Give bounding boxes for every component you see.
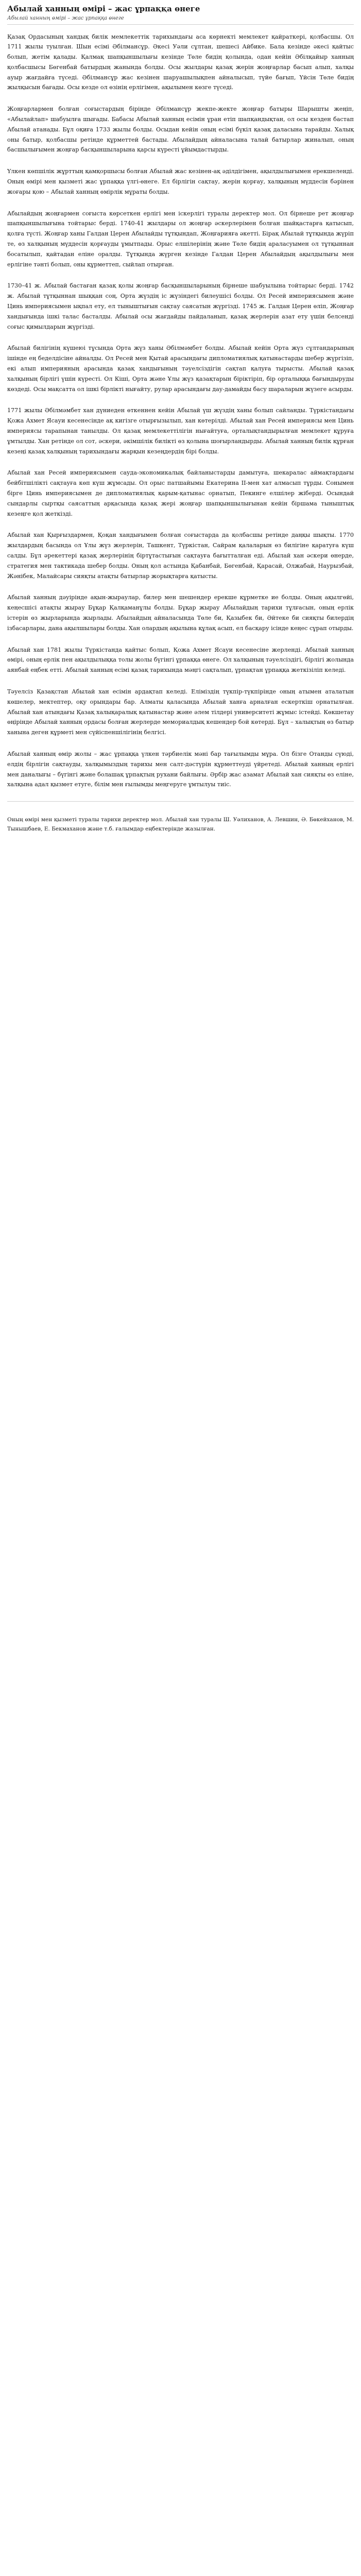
article-paragraph: Абылай ханның өмір жолы – жас ұрпаққа үлкен тәрбиелік мәні бар тағылымды мұра. Ол бізге Отанды сүюді, елдің бірлігін сақтауды, халқымыздың тарихы мен салт-дәстүрін құрметтеуді үйретеді. Абылай ханның ерлігі мен даналығы – бүгінгі және болашақ ұрпақтың рухани байлығы. Әрбір жас азамат Абылай хан сияқты өз еліне, халқына адал қызмет етуге, білім мен ғылымды меңгеруге ұмтылуы тиіс. — [7, 750, 354, 788]
article-paragraph: Үлкен көпшілік жұрттың қамқоршысы болған Абылай жас кезінен-ақ әділдігімен, ақылдылығымен ерекшеленді. Оның өмірі мен қызметі жас ұрпаққа үлгі-өнеге. Ел бірлігін сақтау, жерін қорғау, халқының мүддесін бәрінен жоғары қою – Абылай ханның өмірлік мұраты болды. — [7, 168, 354, 195]
article-page — [0, 0, 361, 846]
article-paragraph: Абылай ханның дәуірінде ақын-жыраулар, билер мен шешендер ерекше құрметке ие болды. Оның ақылгөйі, кеңесшісі атақты жырау Бұқар Қалқаманұлы болды. Бұқар жырау Абылайдың тарихи тұлғасын, оның ерлік істерін өз жырларында жырлады. Абылайдың айналасында Төле би, Қазыбек би, Әйтеке би сияқты билердің ізбасарлары, дана ақылшылары болды. Хан олардың ақылына құлақ асып, ел басқару ісінде кеңес сұрап отырды. — [7, 594, 354, 632]
article-title: Абылай ханның өмірі – жас ұрпаққа өнеге — [7, 4, 200, 13]
article-paragraph: Абылай хан Қырғыздармен, Қоқан хандығымен болған соғыстарда да қолбасшы ретінде даңқы шықты. 1770 жылдардың басында ол Ұлы жүз жерлерін, Ташкент, Түркістан, Сайрам қалаларын өз билігіне қаратуға күш салды. Бұл әрекеттері қазақ жерлерінің біртұтастығын сақтауға бағытталған еді. Абылай хан әскери өнерде, стратегия мен тактикада шебер болды. Оның қол астында Қабанбай, Бөгенбай, Қарасай, Олжабай, Наурызбай, Жәнібек, Малайсары сияқты атақты батырлар жорықтарға қатысты. — [7, 532, 354, 580]
article-paragraph: Жоңғарлармен болған соғыстардың бірінде Әбілмансұр жекпе-жекте жоңғар батыры Шарышты жеңіп, «Абылайлап» шабуылға шығады. Бабасы Абылай ханның есімін ұран етіп шапқандықтан, ол осы кезден бастап Абылай атанады. Бұл оқиға 1733 жылы болды. Осыдан кейін оның есімі бүкіл қазақ даласына тарайды. Халық оны батыр, қолбасшы ретінде құрметтей бастады. Абылайдың айналасына талай батырлар жиналып, оның басшылығымен жоңғар басқыншыларына қарсы күресті ұйымдастырды. — [7, 106, 354, 154]
article-paragraph: 1771 жылы Әбілмәмбет хан дүниеден өткеннен кейін Абылай үш жүздің ханы болып сайланды. Түркістандағы Қожа Ахмет Ясауи кесенесінде ақ кигізге отырғызылып, хан көтерілді. Абылай хан Ресей империясы мен Цинь империясы тарапынан танылды. Ол қазақ мемлекеттілігін нығайтуға, орталықтандырылған мемлекет құруға ұмтылды. Хан ретінде ол сот, әскери, әкімшілік билікті өз қолына шоғырландырды. Абылай ханның билік құрған кезеңі қазақ халқының тарихындағы жарқын кезеңдердің бірі болды. — [7, 407, 354, 455]
article-subtitle: Абылай ханның өмірі – жас ұрпаққа өнеге — [7, 15, 124, 21]
article-paragraph: Абылай хан Ресей империясымен сауда-экономикалық байланыстарды дамытуға, шекаралас аймақтардағы бейбітшілікті сақтауға көп күш жұмсады. Ол орыс патшайымы Екатерина ІІ-мен хат алмасып тұрды. Сонымен бірге Цинь империясымен де дипломатиялық қарым-қатынас орнатып, Пекинге елшілер жіберді. Осындай сындарлы сыртқы саясаттың арқасында қазақ жері жоңғар шапқыншылығынан кейін біршама тыныштық кезеңге қол жеткізді. — [7, 469, 354, 517]
article-body — [7, 32, 354, 790]
article-paragraph: Абылай хан 1781 жылы Түркістанда қайтыс болып, Қожа Ахмет Ясауи кесенесіне жерленді. Абылай ханның өмірі, оның ерлік пен ақылдылыққа толы жолы бүгінгі ұрпаққа өнеге. Ол халқының тәуелсіздігі, бірлігі жолында аянбай еңбек етті. Абылай ханның есімі қазақ тарихында мәңгі сақталып, ұрпақтан ұрпаққа жеткізіліп келеді. — [7, 646, 354, 674]
article-paragraph: Тәуелсіз Қазақстан Абылай хан есімін ардақтап келеді. Еліміздің түкпір-түкпірінде оның атымен аталатын көшелер, мектептер, оқу орындары бар. Алматы қаласында Абылай ханға арналған ескерткіш орнатылған. Абылай хан атындағы Қазақ халықаралық қатынастар және әлем тілдері университеті жұмыс істейді. Көкшетау өңірінде Абылай ханның ордасы болған жерлерде мемориалдық кешендер бой көтерді. Бұл – халықтың өз батыр ханына деген құрметі мен сүйіспеншілігінің белгісі. — [7, 688, 354, 736]
article-paragraph: 1730–41 ж. Абылай бастаған қазақ қолы жоңғар басқыншыларының бірнеше шабуылына тойтарыс берді. 1742 ж. Абылай тұтқыннан шыққан соң, Орта жүздің іс жүзіндегі билеушісі болды. Ол Ресей империясымен және Цинь империясымен ықпал ету, ел тыныштығын сақтау саясатын жүргізді. 1745 ж. Галдан Церен өліп, Жоңғар хандығында ішкі талас басталды. Абылай осы жағдайды пайдаланып, қазақ жерлерін азат ету үшін белсенді соғыс қимылдарын жүргізді. — [7, 282, 354, 330]
title-divider — [7, 24, 354, 25]
footnote-divider — [7, 801, 354, 802]
article-footnote: Оның өмірі мен қызметі туралы тарихи деректер мол. Абылай хан туралы Ш. Уәлиханов, А. Левшин, Ә. Бөкейханов, М. Тынышбаев, Е. Бекмаханов және т.б. ғалымдар еңбектерінде жазылған. — [7, 817, 354, 833]
article-paragraph: Қазақ Ордасының хандық билік мемлекеттік тарихындағы аса көрнекті мемлекет қайраткері, қолбасшы. Ол 1711 жылы туылған. Шын есімі Әбілмансұр. Әкесі Уәли сұлтан, шешесі Айбике. Бала кезінде әкесі қайтыс болып, жетім қалады. Қалмақ шапқыншылығы кезінде Төле бидің қолында, одан кейін Әбілқайыр ханның қолбасшысы Бөгенбай батырдың жанында болды. Осы жылдары қазақ жерін жоңғарлар басып алып, халқы ауыр жағдайға түседі. Әбілмансұр жас кезінен шаруашылықпен айналысып, түйе бағып, Үйсін Төле бидің жылқысын бағады. Осы кезде ол өзінің ерлігімен, ақылымен көзге түседі. — [7, 33, 354, 91]
article-paragraph: Абылайдың жоңғармен соғыста көрсеткен ерлігі мен іскерлігі туралы деректер мол. Ол бірнеше рет жоңғар шапқыншылығына тойтарыс берді. 1740-41 жылдары ол жоңғар әскерлерімен болған шайқастарға қатысып, қолға түсті. Жоңғар ханы Галдан Церен Абылайды тұтқындап, Жоңғарияға әкетті. Бірақ Абылай тұтқында жүріп те, өз халқының мүддесін қорғауды ұмытпады. Орыс елшілерінің және Төле бидің араласуымен ол тұтқыннан босатылып, қайтадан еліне оралды. Тұтқында жүрген кезінде Галдан Церен Абылайдың ақылдылығы мен ерлігіне тәнті болып, оны құрметтеп, сыйлап отырған. — [7, 210, 354, 268]
article-paragraph: Абылай билігінің күшеюі тұсында Орта жүз ханы Әбілмәмбет болды. Абылай кейін Орта жүз сұлтандарының ішінде ең беделдісіне айналды. Ол Ресей мен Қытай арасындағы дипломатиялық қатынастарды шебер жүргізіп, екі алып империяның арасында қазақ хандығының тәуелсіздігін сақтап қалуға тырысты. Абылай қазақ халқының бірлігі үшін күресті. Ол Кіші, Орта және Ұлы жүз қазақтарын біріктіріп, бір орталыққа бағындыруды көздеді. Осы мақсатта ол ішкі бірлікті нығайту, рулар арасындағы дау-дамайды басу шараларын жүзеге асырды. — [7, 345, 354, 393]
